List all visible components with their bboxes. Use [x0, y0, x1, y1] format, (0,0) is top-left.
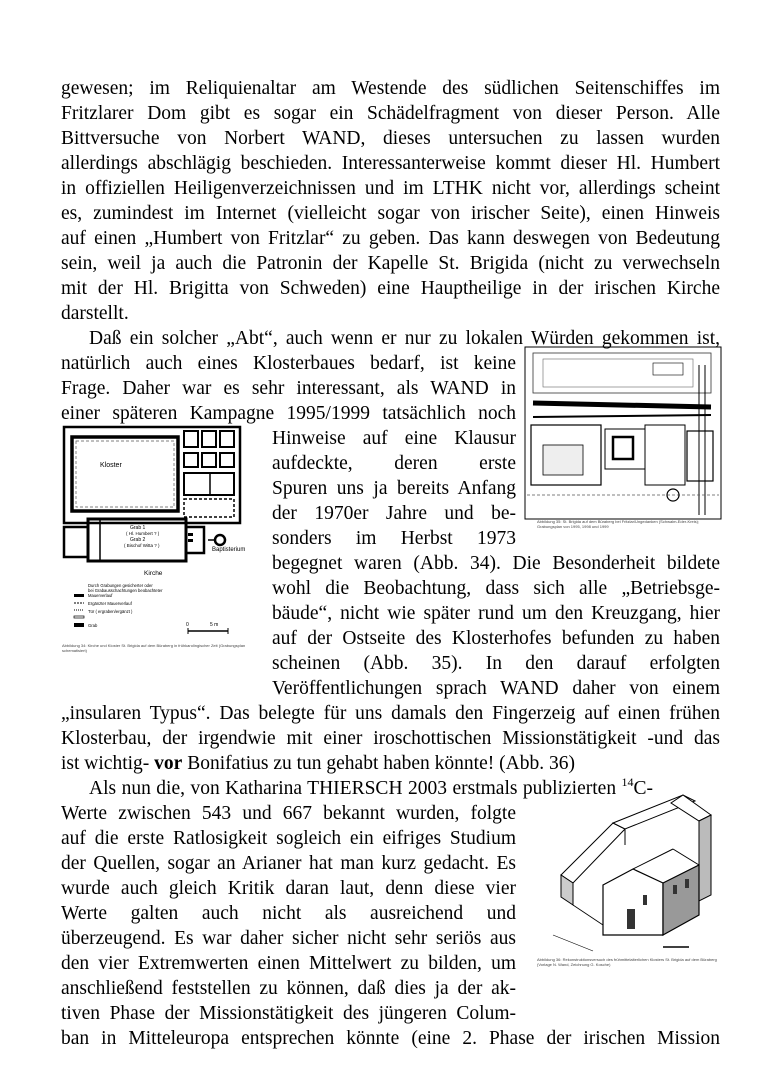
text-line: anschließend feststellen zu können, daß dies ja der ak- [61, 978, 516, 999]
label-bischof: ( Bischof Witta ? ) [124, 543, 160, 548]
text-line: natürlich auch eines Klosterbaues bedarf, ist keine [61, 353, 516, 374]
text-line: sein, weil ja auch die Patronin der Kapelle St. Brigida (nicht zu verwechseln [61, 253, 720, 274]
legend-text: Ergänzter Mauerverlauf [88, 601, 132, 606]
text-line: sonders im Herbst 1973 [272, 528, 516, 549]
text-line: der Quellen, sogar an Arianer hat man kurz gedacht. Es [61, 853, 516, 874]
text-line: auf der Ostseite des Klosterhofes befunden zu haben [272, 628, 720, 649]
legend-text: Durch Grabungen gesicherter oder [88, 583, 153, 588]
text-segment: ist wichtig- [61, 753, 155, 774]
text-line: wohl die Beobachtung, dass sich alle „Betriebsge- [272, 578, 720, 599]
text-line: begegnet waren (Abb. 34). Die Besonderheit bildete [272, 553, 720, 574]
text-line: es, zumindest im Internet (vielleicht sogar von irischer Seite), einen Hinweis [61, 203, 720, 224]
text-line: Veröffentlichungen sprach WAND daher von einem [272, 678, 720, 699]
figure-caption: Abbildung 35: St. Brigida auf dem Büraberg bei Fritzlar/Ungedanken (Schwalm-Eder-Kreis); Grabungsplan von 1995, 1998 und 1999 [537, 519, 700, 529]
label-baptisterium: Baptisterium [212, 547, 246, 553]
legend-text: Mauerverlauf [88, 593, 113, 598]
bold-word: vor [154, 753, 183, 774]
scale-label-0: 0 [186, 622, 189, 628]
label-kirche: Kirche [144, 570, 163, 577]
figure-caption: Abbildung 34: Kirche und Kloster St. Brigida auf dem Büraberg in frühkarolingischer Zeit (Grabungsplan schematisiert) [62, 643, 246, 653]
excavation-plan-drawing [523, 345, 723, 523]
text-line: Fritzlarer Dom gibt es sogar ein Schädelfragment von dieser Person. Alle [61, 103, 720, 124]
text-line: Werte zwischen 543 und 667 bekannt wurden, folgte [61, 803, 516, 824]
label-grab1: Grab 1 [130, 525, 146, 531]
text-line: Bittversuche von Norbert WAND, dieses untersuchen zu lassen wurden [61, 128, 720, 149]
legend-text: Tür ( ergraben/ergänzt ) [88, 609, 133, 614]
text-line-bold [61, 751, 575, 776]
label-kloster: Kloster [100, 462, 122, 469]
scale-label-5: 5 m [210, 622, 219, 628]
text-line: ban in Mitteleuropa entsprechen könnte (eine 2. Phase der irischen Mission [61, 1028, 720, 1049]
text-line: Werte galten auch nicht als ausreichend und [61, 903, 516, 924]
text-line: gewesen; im Reliquienaltar am Westende des südlichen Seitenschiffes im [61, 78, 720, 99]
text-line: mit der Hl. Brigitta von Schweden) eine Hauptheilige in der irischen Kirche [61, 278, 720, 299]
text-line: bäude“, nicht wie später rund um den Kreuzgang, hier [272, 603, 720, 624]
text-line: Daß ein solcher „Abt“, auch wenn er nur zu lokalen Würden gekommen ist, [89, 328, 720, 349]
text-line: in offiziellen Heiligenverzeichnissen und im LTHK nicht vor, allerdings scheint [61, 178, 720, 199]
superscript: 14 [621, 775, 634, 789]
text-line: „insularen Typus“. Das belegte für uns damals den Fingerzeig auf einen frühen [61, 703, 720, 724]
text-line: auf die erste Ratlosigkeit sogleich ein eifriges Studium [61, 828, 516, 849]
figure-excavation-plan [523, 345, 723, 531]
text-line: Spuren uns ja bereits Anfang [272, 478, 516, 499]
text-segment: C- [633, 778, 654, 799]
legend-text: Grab [88, 623, 98, 628]
text-line: Frage. Daher war es sehr interessant, als WAND in [61, 378, 516, 399]
text-line: tiven Phase der Missionstätigkeit des jüngeren Colum- [61, 1003, 516, 1024]
figure-caption: Abbildung 36: Rekonstruktionsversuch des frühmittelalterlichen Klosters St. Brigida auf dem Büraberg (Vorlage N. Wand, Zeichnung G. Kosche) [537, 957, 717, 967]
reconstruction-drawing [533, 775, 729, 955]
text-line: aufdeckte, deren erste [272, 453, 516, 474]
figure-kloster-plan [60, 423, 268, 655]
label-humbert: ( Hl. Humbert ? ) [126, 531, 160, 536]
text-segment: Als nun die, von Katharina THIERSCH 2003 erstmals publizierten [89, 778, 622, 799]
text-line: Klosterbau, der irgendwie mit einer iroschottischen Missionstätigkeit -und das [61, 728, 720, 749]
text-line: allerdings abschlägig beschieden. Interessanterweise kommt dieser Hl. Humbert [61, 153, 720, 174]
text-line: Hinweise auf eine Klausur [272, 428, 516, 449]
text-line: der 1970er Jahre und be- [272, 503, 516, 524]
text-line: wurde auch gleich Kritik daran laut, denn diese vier [61, 878, 516, 899]
text-line: darstellt. [61, 303, 129, 324]
label-grab2: Grab 2 [130, 537, 146, 543]
text-segment: Bonifatius zu tun gehabt haben könnte! (Abb. 36) [182, 753, 575, 774]
text-line: den vier Extremwerten einen Mittelwert zu bilden, um [61, 953, 516, 974]
text-line: scheinen (Abb. 35). In den darauf erfolgten [272, 653, 720, 674]
figure-reconstruction [533, 775, 729, 970]
text-line: auf einen „Humbert von Fritzlar“ zu geben. Das kann deswegen von Bedeutung [61, 228, 720, 249]
text-line: überzeugend. Es war daher sicher nicht sehr seriös aus [61, 928, 516, 949]
legend-text: bei Grabausschachtungen beobachteter [88, 588, 163, 593]
kloster-plan-drawing [60, 423, 268, 645]
text-line: einer späteren Kampagne 1995/1999 tatsächlich noch [61, 403, 516, 424]
